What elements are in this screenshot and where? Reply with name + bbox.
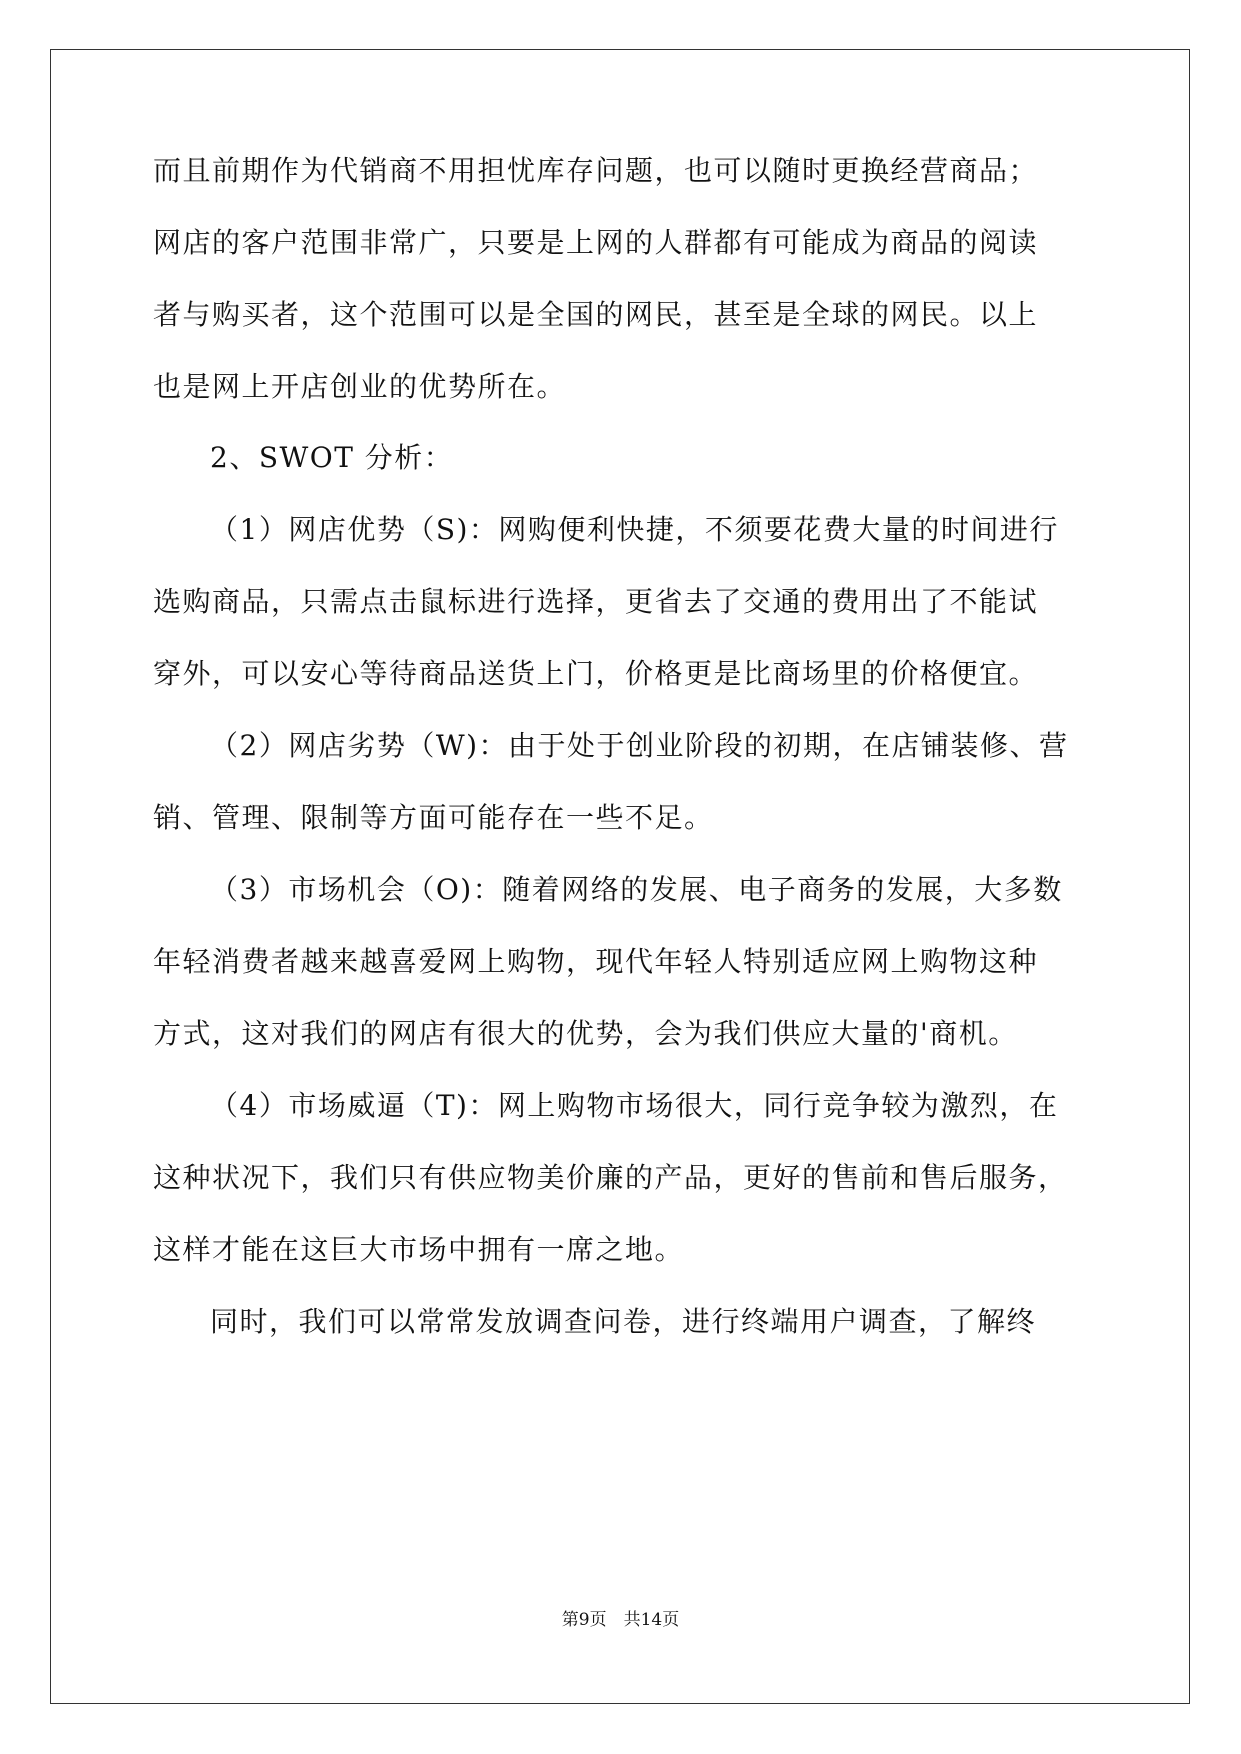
text-line: 也是网上开店创业的优势所在。 (153, 370, 567, 403)
text-line: 销、管理、限制等方面可能存在一些不足。 (153, 801, 714, 834)
page-current: 9 (578, 1610, 590, 1630)
page-label-mid: 页 共 (589, 1610, 641, 1630)
text-line: 而且前期作为代销商不用担忧库存问题，也可以随时更换经营商品； (153, 154, 1039, 187)
text-line: 穿外，可以安心等待商品送货上门，价格更是比商场里的价格便宜。 (153, 657, 1039, 690)
text-line: 这样才能在这巨大市场中拥有一席之地。 (153, 1233, 685, 1266)
text-line: （1）网店优势（S)：网购便利快捷，不须要花费大量的时间进行 (210, 513, 1059, 546)
page-total: 14 (640, 1610, 663, 1630)
text-line: （3）市场机会（O)：随着网络的发展、电子商务的发展，大多数 (210, 873, 1063, 906)
text-line: （4）市场威逼（T)：网上购物市场很大，同行竞争较为激烈，在 (210, 1089, 1059, 1122)
page-label-pre: 第 (561, 1610, 579, 1630)
text-line: 方式，这对我们的网店有很大的优势，会为我们供应大量的'商机。 (153, 1017, 1018, 1050)
text-line: （2）网店劣势（W)：由于处于创业阶段的初期，在店铺装修、营 (210, 729, 1069, 762)
text-line: 这种状况下，我们只有供应物美价廉的产品，更好的售前和售后服务， (153, 1161, 1068, 1194)
text-line: 网店的客户范围非常广，只要是上网的人群都有可能成为商品的阅读 (153, 226, 1039, 259)
text-line: 者与购买者，这个范围可以是全国的网民，甚至是全球的网民。以上 (153, 298, 1039, 331)
text-line: 同时，我们可以常常发放调查问卷，进行终端用户调查，了解终 (210, 1305, 1037, 1338)
page-label-post: 页 (662, 1610, 680, 1630)
text-line: 选购商品，只需点击鼠标进行选择，更省去了交通的费用出了不能试 (153, 585, 1039, 618)
page-footer (0, 1608, 1241, 1632)
section-heading: 2、SWOT 分析： (210, 441, 454, 474)
text-line: 年轻消费者越来越喜爱网上购物，现代年轻人特别适应网上购物这种 (153, 945, 1039, 978)
